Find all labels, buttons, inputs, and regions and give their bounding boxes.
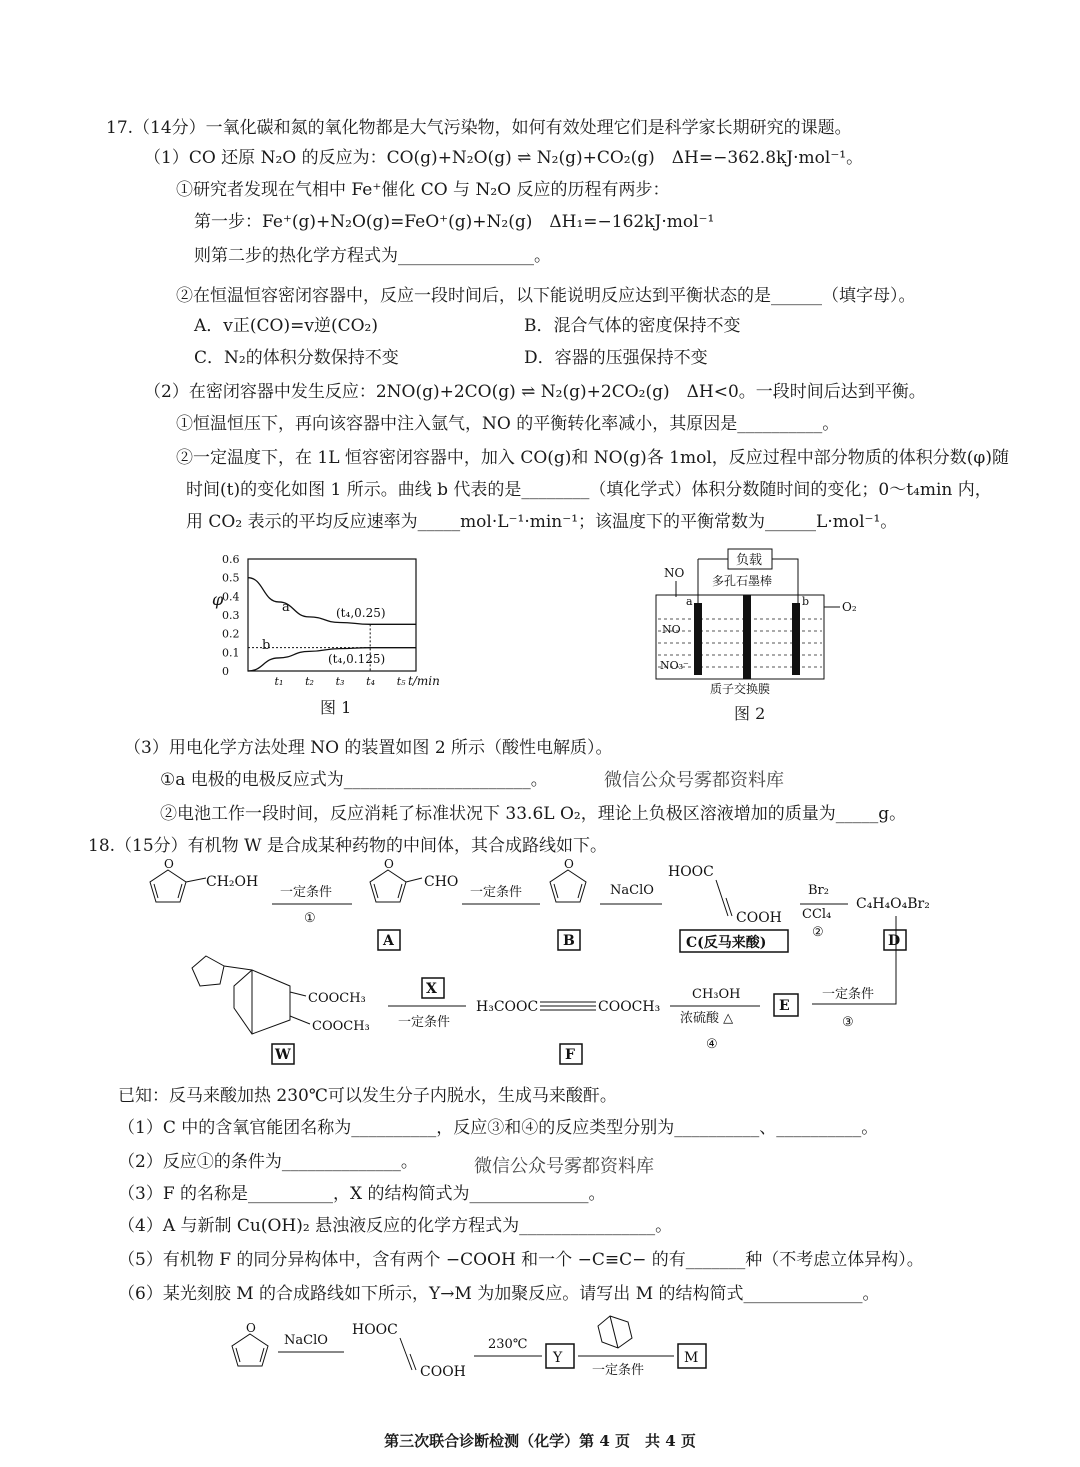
q18-sub5: （5）有机物 F 的同分异构体中，含有两个 −COOH 和一个 −C≡C− 的有_______种（不考虑立体异构）。 [118,1250,924,1270]
q17-part2-sub1: ①恒温恒压下，再向该容器中注入氩气，NO 的平衡转化率减小，其原因是__________。 [176,414,840,434]
photoresist-scheme [226,1312,746,1392]
figure-1 [200,545,460,717]
ch2oh-label: CH₂OH [206,874,259,890]
svg-text:W: W [275,1047,291,1063]
norbornene-icon [598,1316,632,1348]
q17-part3-sub2: ②电池工作一段时间，反应消耗了标准状况下 33.6L O₂，理论上负极区溶液增加的质量为_____g。 [160,804,907,824]
series-a-line [248,578,416,625]
y-tick-label: 0.4 [222,590,240,604]
q18-sub3: （3）F 的名称是__________，X 的结构简式为______________。 [118,1184,606,1204]
series-a-label: a [282,600,290,615]
y-tick-label: 0.5 [222,571,240,585]
figure-1-caption: 图 1 [320,698,352,717]
svg-text:CCl₄: CCl₄ [802,907,832,922]
q17-part1-sub1b: 第一步：Fe⁺(g)+N₂O(g)=FeO⁺(g)+N₂(g) ΔH₁=−162kJ·mol⁻¹ [194,212,715,232]
page-footer: 第三次联合诊断检测（化学）第 4 页 共 4 页 [384,1432,696,1450]
x-ticks [275,675,407,688]
q18-title: 18.（15分）有机物 W 是合成某种药物的中间体，其合成路线如下。 [88,836,607,856]
svg-text:④: ④ [706,1037,718,1052]
annotation-b: (t₄,0.125) [328,652,386,666]
annotation-a: (t₄,0.25) [336,606,386,620]
q17-part2-sub2b: 时间(t)的变化如图 1 所示。曲线 b 代表的是________（填化学式）体积分数随时间的变化；0～t₄min 内， [186,480,992,500]
figure-1-chart [200,545,460,695]
furan-ring-A [370,870,406,902]
svg-text:O: O [246,1321,256,1335]
svg-text:D: D [888,933,901,949]
synthesis-scheme [140,858,940,1073]
svg-text:230℃: 230℃ [488,1337,528,1352]
q18-known: 已知：反马来酸加热 230℃可以发生分子内脱水，生成马来酸酐。 [118,1086,617,1106]
electrode-b [792,603,800,675]
no-inside-label: NO [662,623,681,636]
furan-ring-1 [150,870,186,902]
c-cooh: COOH [736,910,782,926]
c-hooc: HOOC [668,864,714,880]
figure-2 [640,545,870,723]
f-left: H₃COOC [476,999,539,1015]
svg-text:F: F [565,1047,575,1063]
electrode-label: 多孔石墨棒 [712,574,773,588]
svg-text:M: M [684,1350,699,1366]
svg-text:X: X [426,981,437,997]
q18-sub1: （1）C 中的含氧官能团名称为__________，反应③和④的反应类型分别为__________、__________。 [118,1118,879,1138]
q17-part2-sub2a: ②一定温度下，在 1L 恒容密闭容器中，加入 CO(g)和 NO(g)各 1mol，反应过程中部分物质的体积分数(φ)随 [176,448,1009,468]
svg-text:A: A [383,933,394,949]
option-b: B．混合气体的密度保持不变 [524,316,741,336]
q17-part1-sub1c: 则第二步的热化学方程式为________________。 [194,246,551,266]
svg-text:一定条件: 一定条件 [592,1363,645,1378]
svg-text:COOCH₃: COOCH₃ [312,1019,370,1034]
q18-sub6: （6）某光刻胶 M 的合成路线如下所示，Y→M 为加聚反应。请写出 M 的结构简式______________。 [118,1284,880,1304]
figure-2-diagram [640,545,870,695]
photoresist-scheme-svg [226,1312,746,1392]
x-tick-label: t₂ [305,675,314,688]
y-axis-label: φ [212,590,224,609]
no-inlet-label: NO [664,566,685,580]
proton-membrane [743,595,751,679]
svg-text:Y: Y [553,1350,563,1366]
option-c: C．N₂的体积分数保持不变 [194,348,399,368]
x-tick-label: t₃ [335,675,345,688]
electrode-a-label: a [686,595,693,608]
electrode-b-label: b [802,595,810,608]
svg-text:一定条件: 一定条件 [822,987,875,1002]
furan-ring-B [550,870,586,902]
no3-inside-label: NO₃⁻ [660,659,689,672]
svg-text:浓硫酸 △: 浓硫酸 △ [680,1011,734,1026]
y-ticks [222,553,240,678]
q17-part1-sub1a: ①研究者发现在气相中 Fe⁺催化 CO 与 N₂O 反应的历程有两步： [176,180,670,200]
svg-text:NaClO: NaClO [284,1333,328,1348]
q17-part2-sub2c: 用 CO₂ 表示的平均反应速率为_____mol·L⁻¹·min⁻¹；该温度下的平衡常数为______L·mol⁻¹。 [186,512,898,532]
figure-2-caption: 图 2 [734,704,766,723]
watermark-1: 微信公众号雾都资料库 [604,770,784,791]
membrane-label: 质子交换膜 [710,682,771,695]
q17-part1-sub2: ②在恒温恒容密闭容器中，反应一段时间后，以下能说明反应达到平衡状态的是______（填字母）。 [176,286,916,306]
svg-text:CH₃OH: CH₃OH [692,987,741,1002]
svg-text:E: E [779,998,790,1014]
q17-part3: （3）用电化学方法处理 NO 的装置如图 2 所示（酸性电解质）。 [124,738,613,758]
naclo-label-1: NaClO [610,883,654,898]
q18-sub2: （2）反应①的条件为______________。 [118,1152,418,1172]
cond-1: 一定条件 [280,885,333,900]
d-formula: C₄H₄O₄Br₂ [856,896,930,912]
svg-text:Br₂: Br₂ [808,883,829,898]
step-1: ① [304,911,316,926]
svg-text:③: ③ [842,1015,854,1030]
load-label: 负载 [736,553,763,568]
q17-part1: （1）CO 还原 N₂O 的反应为：CO(g)+N₂O(g) ⇌ N₂(g)+CO₂(g) ΔH=−362.8kJ·mol⁻¹。 [144,148,864,168]
electrode-a [694,603,702,675]
series-b-label: b [262,638,271,653]
svg-text:O: O [384,858,394,871]
f-right: COOCH₃ [598,999,661,1015]
synthesis-scheme-svg [140,858,940,1073]
option-a: A．v正(CO)=v逆(CO₂) [194,316,378,336]
svg-text:COOH: COOH [420,1364,466,1380]
svg-text:O: O [564,858,574,871]
watermark-2: 微信公众号雾都资料库 [474,1156,654,1177]
y-tick-label: 0.1 [222,646,240,660]
option-d: D．容器的压强保持不变 [524,348,708,368]
q17-title: 17.（14分）一氧化碳和氮的氧化物都是大气污染物，如何有效处理它们是科学家长期研究的课题。 [106,118,852,138]
svg-text:C(反马来酸): C(反马来酸) [686,935,767,951]
svg-text:O: O [164,858,174,871]
w-structure [192,956,310,1034]
furan-ring-6 [232,1334,268,1366]
q17-part2: （2）在密闭容器中发生反应：2NO(g)+2CO(g) ⇌ N₂(g)+2CO₂(g) ΔH<0。一段时间后达到平衡。 [144,382,926,402]
x-tick-label: t₅ [396,675,406,688]
x-tick-label: t₁ [274,675,284,688]
svg-text:一定条件: 一定条件 [398,1015,451,1030]
y-tick-label: 0.3 [222,609,240,622]
y-tick-label: 0 [222,665,229,678]
y-tick-label: 0.6 [222,553,240,566]
svg-text:HOOC: HOOC [352,1322,398,1338]
x-tick-label: t₄ [366,675,376,688]
q18-sub4: （4）A 与新制 Cu(OH)₂ 悬浊液反应的化学方程式为________________。 [118,1216,673,1236]
y-tick-label: 0.2 [222,627,240,641]
svg-text:B: B [563,933,575,949]
svg-text:COOCH₃: COOCH₃ [308,991,366,1006]
svg-text:②: ② [812,925,824,940]
svg-text:一定条件: 一定条件 [470,885,523,900]
q17-part3-sub1: ①a 电极的电极反应式为______________________。 [160,770,548,790]
o2-inlet-label: O₂ [842,600,857,614]
cho-label: CHO [424,874,459,890]
x-axis-label: t/min [408,674,440,688]
